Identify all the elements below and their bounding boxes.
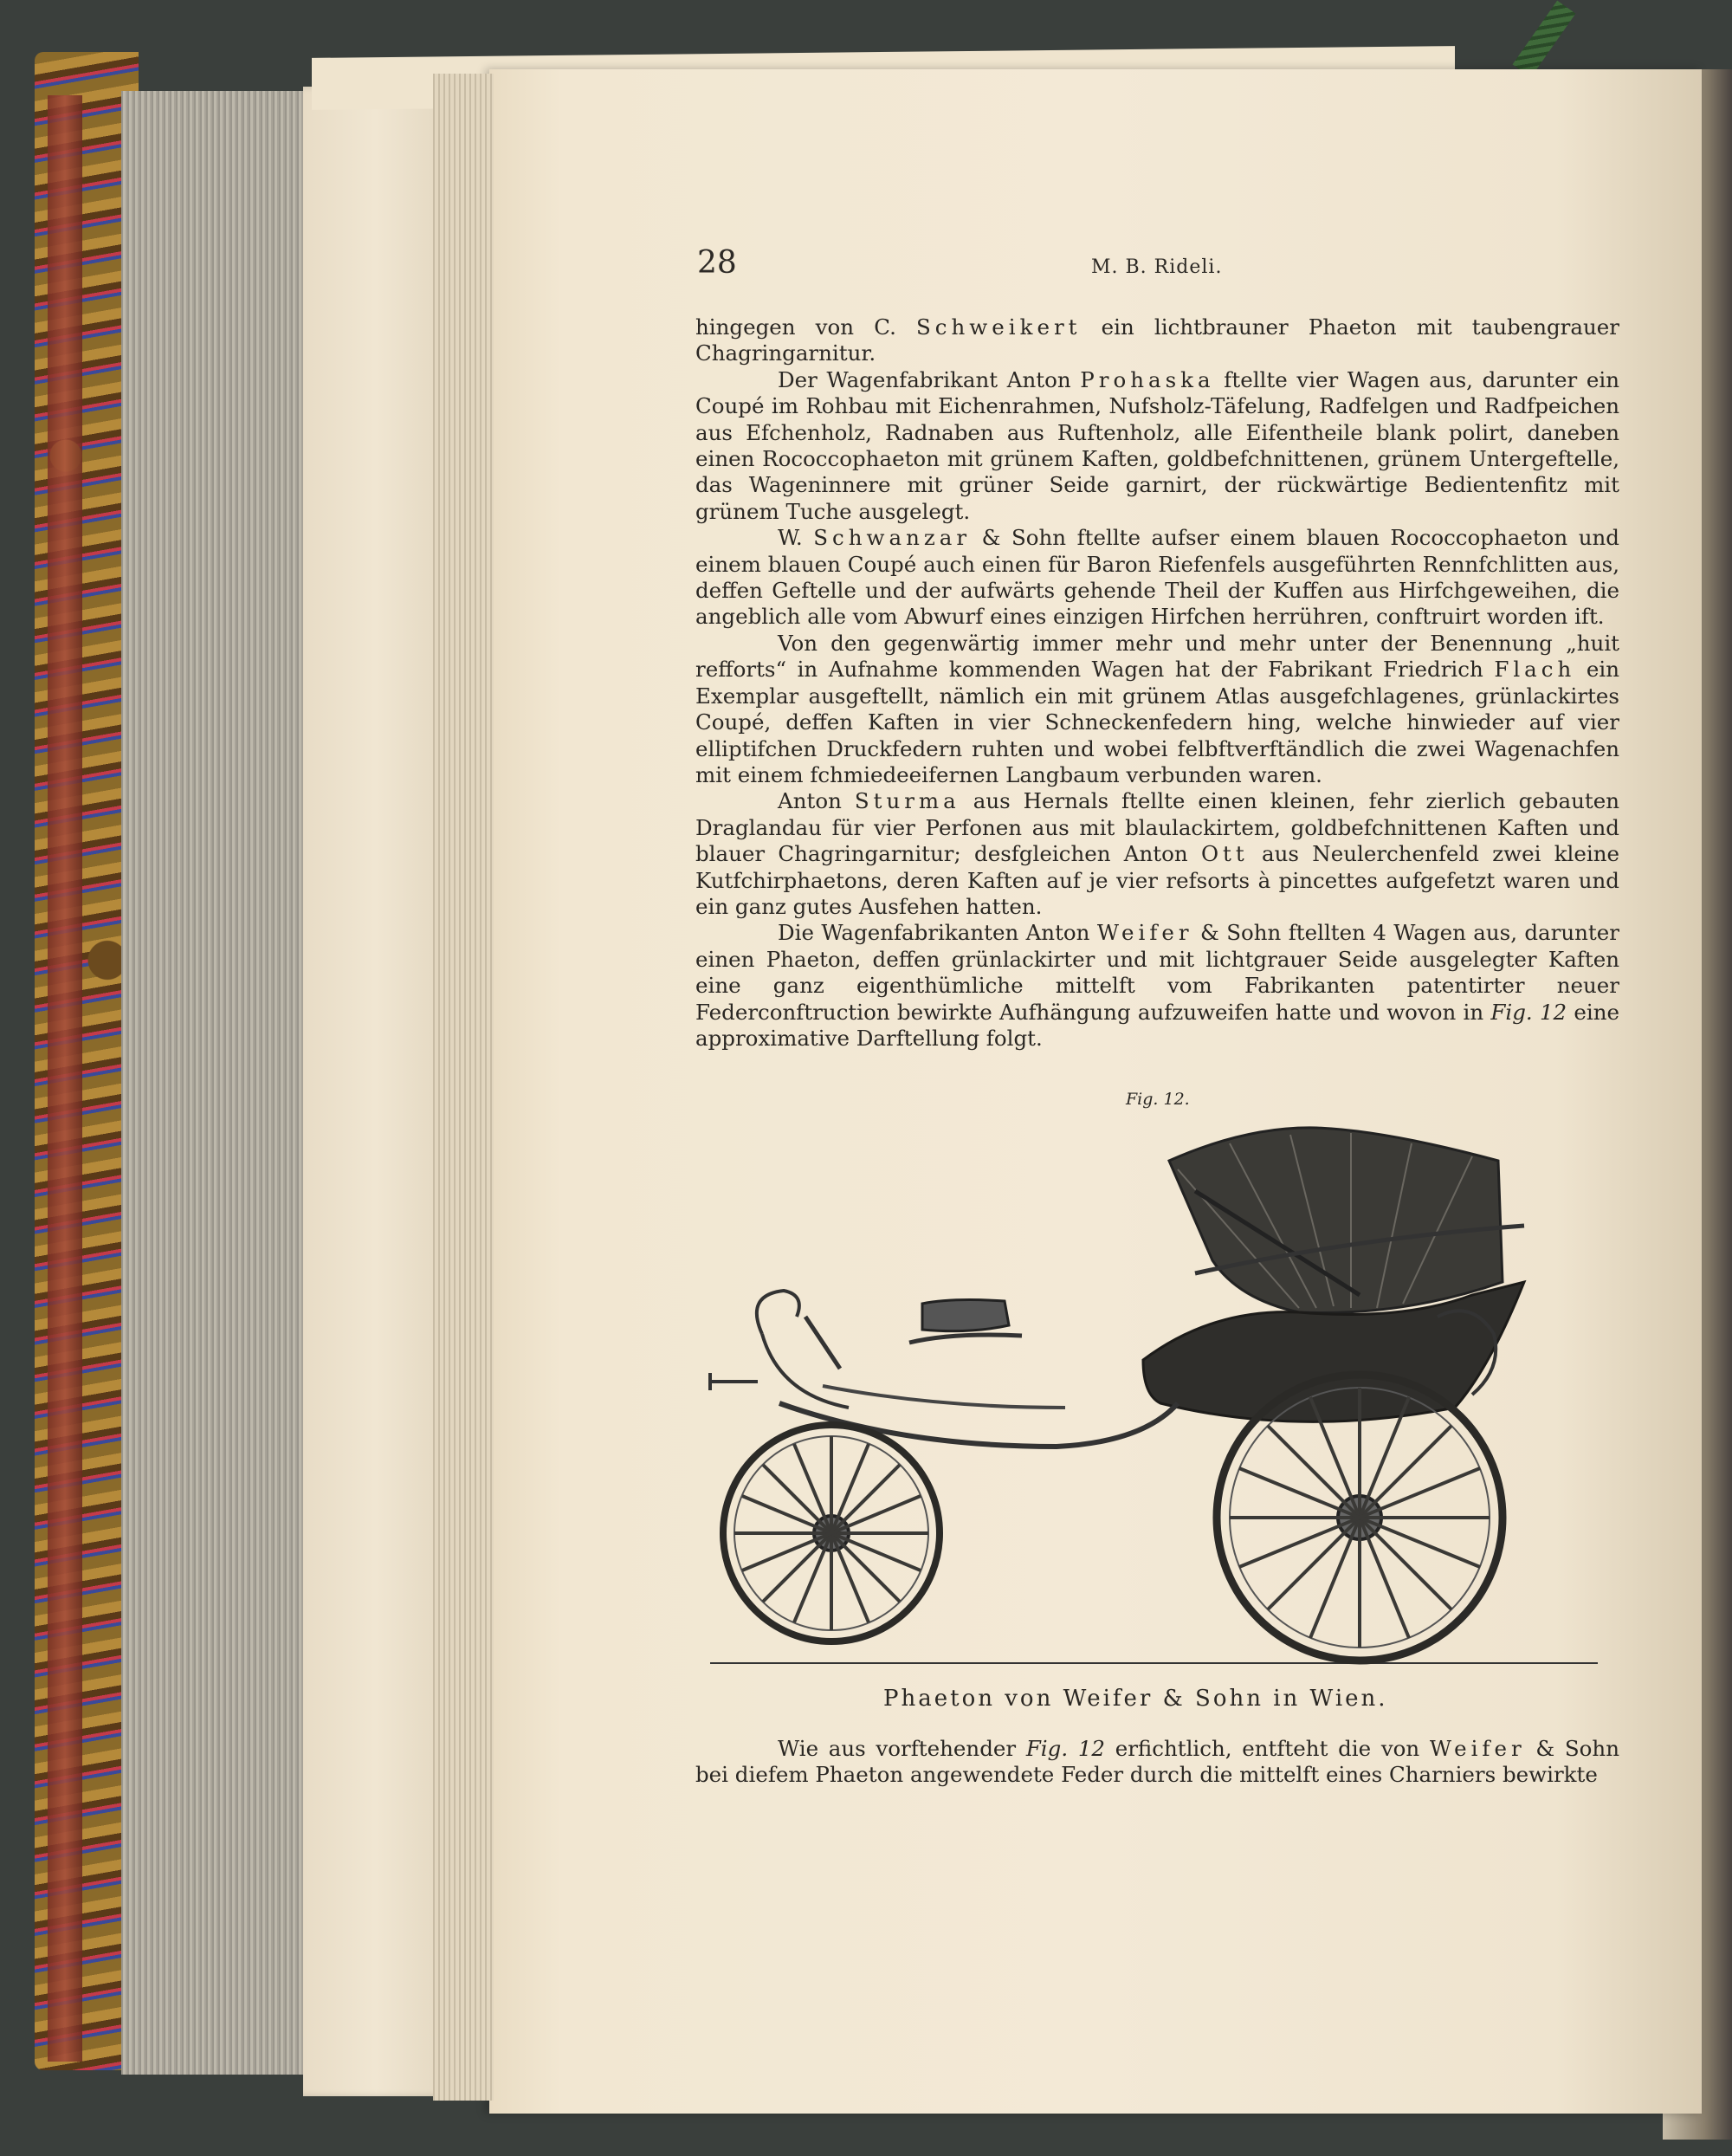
text-run: erfichtlich, entfteht die von xyxy=(1105,1736,1430,1761)
bookmark-ribbon xyxy=(1513,1,1576,78)
body-text xyxy=(695,314,1619,1052)
spaced-name: Ott xyxy=(1200,841,1249,867)
text-run: & Sohn ftellten 4 Wagen aus, darunter einen Phaeton, deffen grünlackirter und mit lichtgrauer Seide ausgelegter Kaften eine ganz eigenthümliche mittelft vom Fabrikanten patentirter neuer Federconftruction bewirkte Aufhängung aufzuweifen hatte und wovon in xyxy=(695,920,1619,1025)
phaeton-illustration xyxy=(693,1109,1637,1689)
figure-caption: Phaeton von Weifer & Sohn in Wien. xyxy=(883,1686,1388,1712)
page-gutter-edges xyxy=(433,74,494,2101)
text-run: Wie aus vorftehender xyxy=(778,1736,1026,1761)
left-page-block xyxy=(121,91,312,2075)
spaced-name: Weifer xyxy=(1429,1736,1526,1761)
spaced-name: Schwanzar xyxy=(813,525,972,551)
continuation-text xyxy=(695,1736,1619,1789)
text-run: & Sohn bei diefem Phaeton angewendete Feder durch die mittelft eines Charniers bewirkte xyxy=(695,1736,1619,1788)
paragraph xyxy=(695,788,1619,920)
paragraph xyxy=(695,631,1619,788)
text-run: & Sohn ftellte aufser einem blauen Rococcophaeton und einem blauen Coupé auch einen für Baron Riefenfels ausgeführten Rennfchlitten aus, deffen Geftelle und der aufwärts gehende Theil der Kuffen aus Hirfchgeweihen, die angeblich alle vom Abwurf eines einzigen Hirfchen herrühren, conftruirt worden ift. xyxy=(695,525,1619,630)
spaced-name: Sturma xyxy=(854,788,960,814)
text-run: ein lichtbrauner Phaeton mit taubengrauer Chagringarnitur. xyxy=(695,314,1619,366)
text-run: Die Wagenfabrikanten Anton xyxy=(778,920,1097,946)
figure-reference: Fig. 12 xyxy=(1025,1736,1105,1761)
text-run: ftellte vier Wagen aus, darunter ein Coupé im Rohbau mit Eichenrahmen, Nufsholz-Täfelung, Radfelgen und Radfpeichen aus Efchenholz, Radnaben aus Ruftenholz, alle Eifentheile blank polirt, daneben einen Rococcophaeton mit grünem Kaften, goldbefchnittenen, grünem Untergeftelle, das Wageninnere mit grüner Seide garnirt, der rückwärtige Bedientenfitz mit grünem Tuche ausgelegt. xyxy=(695,366,1619,524)
text-run: aus Hernals ftellte einen kleinen, fehr zierlich gebauten Draglandau für vier Perfonen aus mit blaulackirtem, goldbefchnittenen Kaften und blauer Chagringarnitur; desfgleichen Anton xyxy=(695,788,1620,867)
text-run: hingegen von C. xyxy=(695,314,917,340)
leather-spine xyxy=(48,95,82,2062)
text-run: Der Wagenfabrikant Anton xyxy=(778,366,1081,392)
paragraph xyxy=(695,367,1619,525)
figure-reference: Fig. 12 xyxy=(1490,999,1567,1025)
spaced-name: Flach xyxy=(1494,657,1576,683)
page-number: 28 xyxy=(697,245,737,281)
paragraph xyxy=(695,1736,1619,1789)
text-run: eine approximative Darftellung folgt. xyxy=(695,999,1619,1051)
text-run: Von den gegenwärtig immer mehr und mehr unter der Benennung „huit refforts“ in Aufnahme kommenden Wagen hat der Fabrikant Friedrich xyxy=(695,630,1619,683)
paragraph xyxy=(695,920,1619,1052)
figure-label: Fig. 12. xyxy=(1126,1090,1190,1109)
spaced-name: Schweikert xyxy=(916,314,1082,340)
front-wheel xyxy=(723,1425,940,1641)
rear-wheel xyxy=(1217,1375,1503,1661)
text-run: aus Neulerchenfeld zwei kleine Kutfchirphaetons, deren Kaften auf je vier refsorts à pincettes aufgefetzt waren und ein ganz gutes Ausfehen hatten. xyxy=(695,841,1620,919)
text-run: W. xyxy=(778,525,814,551)
paragraph xyxy=(695,525,1619,631)
spaced-name: Weifer xyxy=(1096,920,1193,946)
running-head: M. B. Rideli. xyxy=(1091,256,1223,278)
text-run: ein Exemplar ausgeftellt, nämlich ein mit grünem Atlas ausgefchlagenes, grünlackirtes Coupé, deffen Kaften in vier Schneckenfedern hing, welche hinwieder auf vier elliptifchen Druckfedern ruhten und wobei felbftverftändlich die zwei Wagenachfen mit einem fchmiedeeifernen Langbaum verbunden waren. xyxy=(695,657,1619,787)
text-run: Anton xyxy=(778,788,855,814)
paragraph xyxy=(695,314,1619,367)
spaced-name: Prohaska xyxy=(1080,366,1215,392)
